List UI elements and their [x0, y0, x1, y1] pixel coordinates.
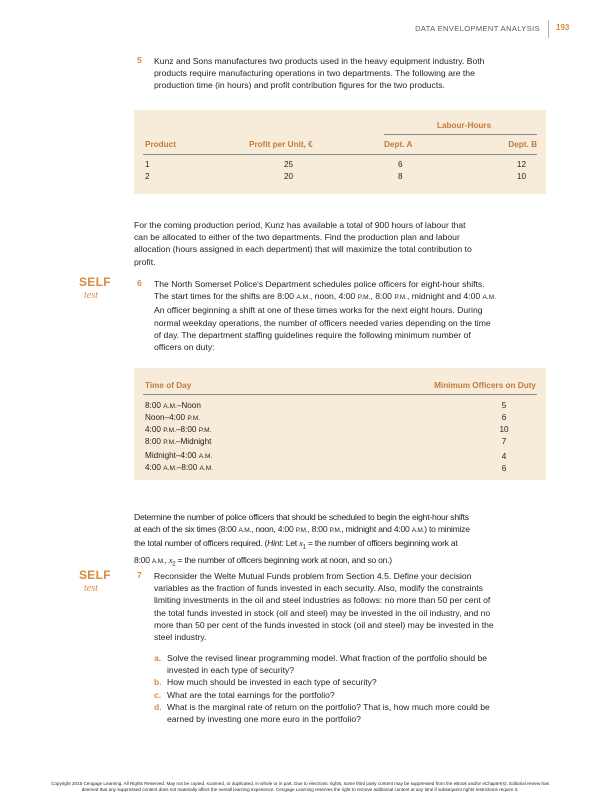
text-span: The start times for the shifts are 8:00 — [154, 291, 297, 302]
hint-label: Hint: — [267, 538, 284, 549]
text-line: steel industry. — [154, 632, 207, 643]
text-line: normal weekday operations, the number of officers needed varies depending on the time — [154, 317, 491, 328]
text-span: the total number of officers required. ( — [134, 538, 268, 549]
problem-7-number: 7 — [137, 570, 142, 580]
small-caps: A.M. — [198, 453, 213, 460]
text-line: production time (in hours) and profit contribution figures for the two products. — [154, 80, 445, 91]
header-rule — [143, 394, 537, 395]
problem-5-intro — [154, 55, 554, 92]
table-group-header: Labour-Hours — [437, 121, 492, 130]
text-span: , 8:00 — [370, 291, 395, 302]
text-span: 4:00 — [145, 463, 164, 472]
small-caps: A.M. — [163, 403, 177, 410]
self-test-label: SELF — [79, 568, 111, 582]
problem-7-intro — [154, 570, 554, 643]
small-caps: A.M. — [199, 465, 214, 472]
table-cell-time — [145, 401, 201, 410]
table-cell: 10 — [516, 172, 526, 181]
small-caps: P.M. — [187, 415, 201, 422]
small-caps: P.M. — [198, 427, 212, 434]
self-test-label-test: test — [84, 290, 98, 301]
subitem-c — [154, 689, 554, 701]
running-header-title: DATA ENVELOPMENT ANALYSIS — [415, 24, 540, 33]
text-line — [154, 290, 554, 304]
text-span: 8:00 — [134, 555, 152, 566]
text-line: invested in each type of security? — [167, 665, 295, 676]
column-header: Minimum Officers on Duty — [434, 381, 536, 390]
officers-table — [134, 368, 546, 480]
table-cell: 1 — [145, 160, 150, 169]
footer-line: Copyright 2016 Cengage Learning. All Rights Reserved. May not be copied, scanned, or duplicated, in whole or in part. Due to electronic rights, some third party content may be suppressed from the eBook and/or eChapter(s). Editorial review has — [51, 781, 549, 786]
text-line: What is the marginal rate of return on the portfolio? That is, how much more could be — [167, 701, 490, 712]
text-span: , noon, 4:00 — [251, 524, 296, 535]
text-span: –8:00 — [175, 425, 199, 434]
text-span: , midnight and 4:00 — [341, 524, 412, 535]
text-line: the total funds invested in stock (oil and steel) may be invested in the oil industry, and no — [154, 607, 491, 618]
text-line: Kunz and Sons manufactures two products used in the heavy equipment industry. Both — [154, 56, 485, 66]
table-cell: 12 — [516, 160, 526, 169]
small-caps: A.M. — [151, 558, 165, 566]
text-line: What are the total earnings for the portfolio? — [167, 689, 335, 700]
text-line: The North Somerset Police's Department schedules police officers for eight-hour shifts. — [154, 279, 485, 289]
text-line: allocation (hours assigned in each department) that will maximize the total contribution to — [134, 244, 472, 255]
table-cell: 8 — [398, 172, 403, 181]
footer-line: deemed that any suppressed content does not materially affect the overall learning experience. Cengage Learning reserves the right to remove additional content at any time if subsequent rights restrictions require it. — [81, 787, 519, 792]
problem-5-number: 5 — [137, 55, 142, 65]
text-line: officers on duty: — [154, 342, 215, 353]
text-line: limiting investments in the oil and steel industries as follows: no more than 50 per cent of — [154, 595, 491, 606]
table-cell: 5 — [501, 401, 507, 410]
text-span: –Noon — [176, 401, 201, 410]
small-caps: P.M. — [163, 439, 176, 446]
subscript: 1 — [302, 545, 306, 552]
text-line — [134, 537, 554, 554]
text-line: of day. The department staffing guidelines require the following minimum number of — [154, 329, 471, 340]
text-span: = the number of officers beginning work at — [305, 538, 458, 549]
variable: x — [299, 538, 303, 549]
header-divider — [548, 20, 549, 38]
small-caps: A.M. — [482, 294, 497, 302]
text-line: more than 50 per cent of the funds invested in stock (oil and steel) may be invested in the — [154, 619, 494, 630]
table-cell: 7 — [501, 437, 507, 446]
small-caps: A.M. — [163, 465, 177, 472]
subitem-letter: d. — [154, 701, 162, 712]
column-header: Profit per Unit, € — [249, 140, 313, 149]
table-cell: 10 — [499, 425, 509, 434]
problem-7-subitems — [154, 652, 554, 725]
subitem-letter: c. — [154, 689, 162, 700]
subitem-b — [154, 676, 554, 688]
text-span: Noon–4:00 — [145, 413, 188, 422]
text-span: , 8:00 — [307, 524, 330, 535]
text-line: How much should be invested in each type of security? — [167, 677, 377, 688]
subitem-letter: a. — [154, 653, 162, 663]
column-header: Time of Day — [145, 381, 192, 390]
text-span: 4:00 — [145, 425, 164, 434]
text-line: earned by investing one more euro in the portfolio? — [167, 714, 361, 725]
self-test-label-test: test — [84, 583, 98, 594]
labour-hours-table — [134, 110, 546, 194]
small-caps: A.M. — [296, 294, 310, 302]
column-header: Dept. B — [508, 140, 537, 149]
table-cell-time — [145, 413, 200, 422]
small-caps: P.M. — [329, 527, 342, 535]
text-line: profit. — [134, 256, 156, 267]
variable: x — [168, 555, 173, 566]
small-caps: P.M. — [163, 427, 176, 434]
subscript: 2 — [172, 562, 176, 569]
text-line: Solve the revised linear programming model. What fraction of the portfolio should be — [167, 653, 488, 663]
text-line: An officer beginning a shift at one of these times works for the next eight hours. During — [154, 305, 483, 316]
text-span: –Midnight — [175, 437, 212, 446]
small-caps: A.M. — [238, 527, 252, 535]
table-cell-time — [145, 451, 212, 460]
small-caps: A.M. — [411, 527, 425, 535]
table-cell: 6 — [398, 160, 403, 169]
table-cell: 4 — [501, 452, 507, 461]
table-cell: 6 — [501, 413, 507, 422]
problem-6-intro — [154, 278, 554, 353]
text-span: = the number of officers beginning work at noon, and so on.) — [175, 555, 392, 566]
small-caps: P.M. — [357, 294, 371, 302]
subitem-letter: b. — [154, 677, 162, 688]
table-cell: 20 — [284, 172, 294, 181]
text-line: Reconsider the Welte Mutual Funds problem from Section 4.5. Define your decision — [154, 571, 472, 581]
problem-6-task — [134, 511, 554, 571]
small-caps: P.M. — [295, 527, 308, 535]
self-test-label: SELF — [79, 275, 111, 289]
text-line — [134, 523, 554, 537]
header-rule — [143, 154, 537, 155]
text-line — [134, 554, 554, 571]
subitem-a — [154, 652, 554, 676]
problem-5-task — [134, 219, 554, 268]
table-cell-time — [145, 463, 213, 472]
copyright-footer — [0, 781, 600, 793]
table-cell-time — [145, 425, 211, 434]
problem-6-number: 6 — [137, 278, 142, 288]
page-number: 193 — [556, 23, 570, 32]
text-line: For the coming production period, Kunz has available a total of 900 hours of labour that — [134, 220, 466, 230]
text-span: Midnight–4:00 — [145, 451, 199, 460]
small-caps: P.M. — [394, 294, 408, 302]
table-cell: 2 — [145, 172, 150, 181]
text-span: –8:00 — [176, 463, 200, 472]
group-header-rule — [384, 134, 537, 135]
text-line: can be allocated to either of the two departments. Find the production plan and labour — [134, 232, 460, 243]
text-line: variables as the fraction of funds invested in each security. Also, modify the constraints — [154, 583, 483, 594]
table-cell: 6 — [501, 464, 507, 473]
text-line: products require manufacturing operations in two departments. The following are the — [154, 68, 475, 79]
text-span: at each of the six times (8:00 — [134, 524, 239, 535]
table-cell-time — [145, 437, 211, 446]
text-span: ) to minimize — [424, 524, 470, 535]
text-span: 8:00 — [145, 437, 164, 446]
text-span: , — [164, 555, 169, 566]
subitem-d — [154, 701, 554, 725]
text-span: , noon, 4:00 — [309, 291, 358, 302]
text-span: 8:00 — [145, 401, 164, 410]
text-line: Determine the number of police officers that should be scheduled to begin the eight-hour shifts — [134, 512, 469, 522]
column-header: Product — [145, 140, 176, 149]
text-span: , midnight and 4:00 — [407, 291, 483, 302]
column-header: Dept. A — [384, 140, 413, 149]
table-cell: 25 — [284, 160, 294, 169]
text-span: Let — [283, 538, 300, 549]
